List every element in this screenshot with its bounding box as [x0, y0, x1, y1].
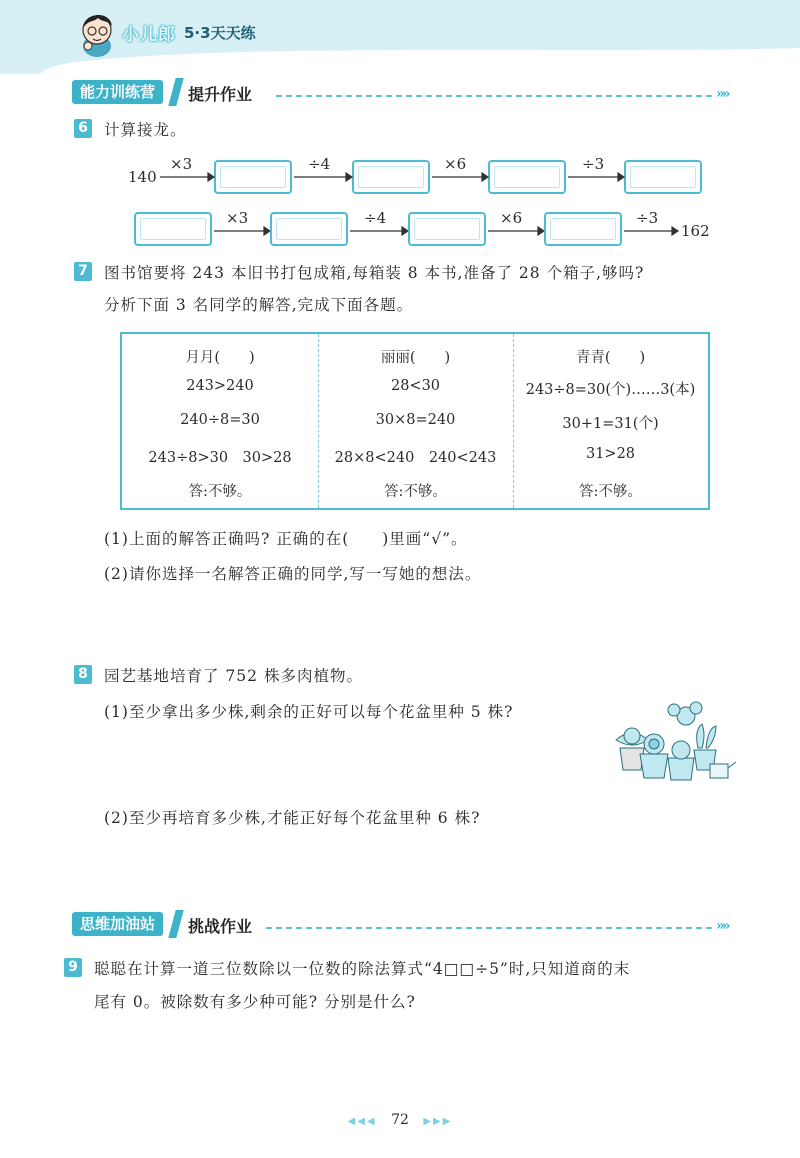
section-tag-divider	[168, 910, 184, 938]
brand-logo: 小儿郎	[122, 25, 176, 45]
solution-line: 30×8=240	[375, 412, 456, 428]
answer-box[interactable]	[544, 212, 622, 246]
section-tag: 思维加油站	[72, 912, 163, 936]
student-name[interactable]: 月月( )	[185, 350, 255, 366]
answer-box[interactable]	[270, 212, 348, 246]
series-title: 5·3天天练	[184, 24, 256, 42]
operation-label: ÷4	[364, 209, 387, 227]
solution-line: 240÷8=30	[180, 412, 260, 428]
double-chevron-icon: »»	[716, 918, 728, 934]
question-badge: 6	[74, 119, 92, 138]
chain-arrows	[0, 0, 800, 260]
sub-question: (2)至少再培育多少株,才能正好每个花盆里种 6 株?	[104, 809, 481, 827]
solution-line: 28×8<240 240<243	[334, 450, 497, 466]
solution-line: 30+1=31(个)	[562, 416, 659, 432]
operation-label: ×6	[500, 209, 523, 227]
question-badge: 9	[64, 958, 82, 977]
triangles-right-icon: ▶▶▶	[423, 1116, 453, 1127]
operation-label: ÷3	[636, 209, 659, 227]
question-text: 聪聪在计算一道三位数除以一位数的除法算式“4□□÷5”时,只知道商的末	[94, 960, 631, 978]
sub-question: (1)上面的解答正确吗? 正确的在( )里画“√”。	[104, 530, 468, 548]
operation-label: ×3	[226, 209, 249, 227]
sub-question: (1)至少拿出多少株,剩余的正好可以每个花盆里种 5 株?	[104, 703, 514, 721]
succulent-plants-icon	[612, 700, 736, 784]
section-tag: 能力训练营	[72, 80, 163, 104]
double-chevron-icon: »»	[716, 86, 728, 102]
question-badge: 7	[74, 262, 92, 281]
section-dashed-line	[266, 927, 712, 929]
chain-end: 162	[681, 222, 710, 240]
answer-box[interactable]	[134, 212, 212, 246]
question-text: 图书馆要将 243 本旧书打包成箱,每箱装 8 本书,准备了 28 个箱子,够吗?	[104, 264, 645, 282]
solution-line: 答:不够。	[188, 484, 252, 500]
page-number-row	[0, 1112, 800, 1128]
solution-table	[120, 332, 710, 510]
page-number: 72	[391, 1112, 409, 1128]
section-subtitle: 挑战作业	[188, 917, 253, 936]
operation-label: ÷4	[308, 155, 331, 173]
student-name[interactable]: 青青( )	[575, 350, 646, 366]
section-subtitle: 提升作业	[188, 85, 253, 104]
solution-line: 答:不够。	[579, 484, 642, 500]
question-text: 尾有 0。被除数有多少种可能? 分别是什么?	[94, 993, 416, 1011]
question-text: 园艺基地培育了 752 株多肉植物。	[104, 667, 363, 685]
student-name[interactable]: 丽丽( )	[380, 350, 451, 366]
answer-box[interactable]	[408, 212, 486, 246]
chain-start: 140	[128, 168, 157, 186]
solution-line: 243÷8=30(个)……3(本)	[525, 382, 696, 398]
question-badge: 8	[74, 665, 92, 684]
solution-line: 答:不够。	[384, 484, 447, 500]
solution-line: 28<30	[390, 378, 441, 394]
operation-label: ÷3	[582, 155, 605, 173]
operation-label: ×6	[444, 155, 467, 173]
question-text: 分析下面 3 名同学的解答,完成下面各题。	[104, 296, 414, 314]
triangles-left-icon: ◀◀◀	[347, 1116, 377, 1127]
question-text: 计算接龙。	[104, 121, 187, 139]
solution-line: 243>240	[186, 378, 254, 394]
sub-question: (2)请你选择一名解答正确的同学,写一写她的想法。	[104, 565, 482, 583]
solution-line: 243÷8>30 30>28	[148, 450, 292, 466]
solution-line: 31>28	[585, 446, 636, 462]
operation-label: ×3	[170, 155, 193, 173]
